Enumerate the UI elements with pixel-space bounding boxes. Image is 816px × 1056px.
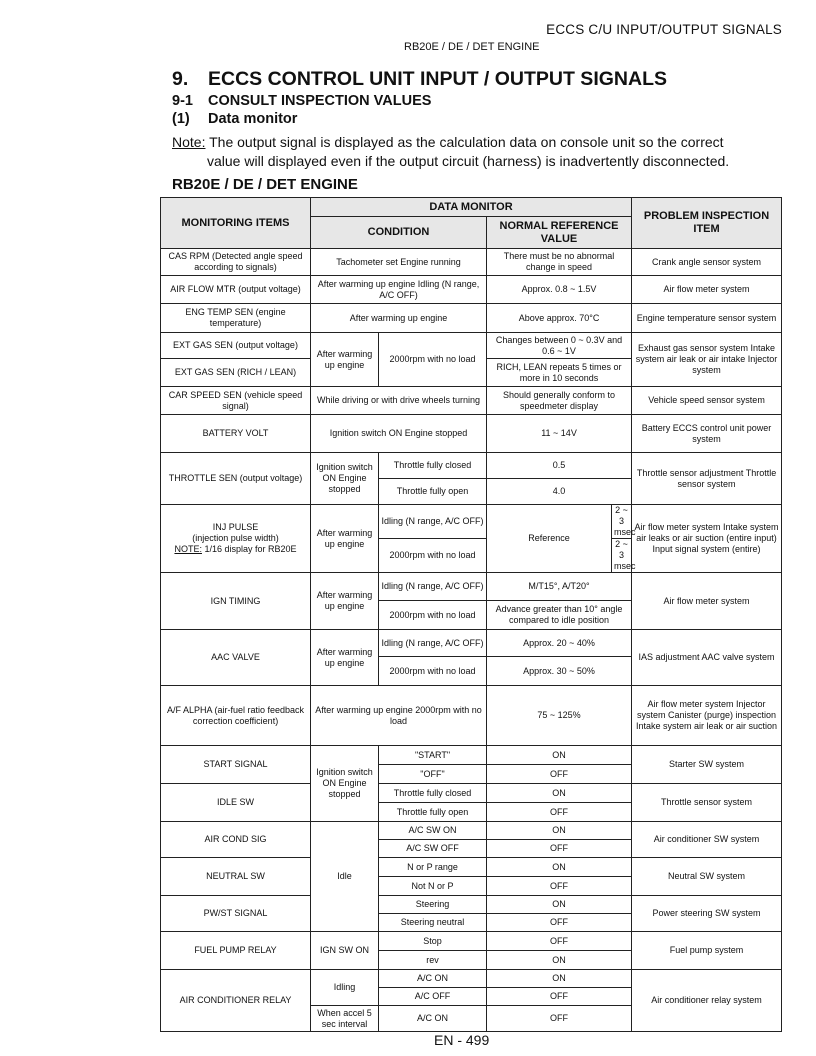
problem-item: Starter SW system [632, 746, 782, 784]
reference-value: ON [487, 746, 632, 765]
problem-item: Throttle sensor adjustment Throttle sensor system [632, 453, 782, 505]
condition: After warming up engine 2000rpm with no load [311, 686, 487, 746]
monitoring-item: ENG TEMP SEN (engine temperature) [161, 304, 311, 333]
condition: 2000rpm with no load [379, 333, 487, 387]
monitoring-item: AIR COND SIG [161, 822, 311, 858]
problem-item: Air flow meter system [632, 573, 782, 630]
reference-value: ON [487, 951, 632, 970]
monitoring-item: EXT GAS SEN (RICH / LEAN) [161, 359, 311, 387]
reference-value: ON [487, 970, 632, 988]
item-heading [172, 111, 297, 127]
monitoring-item: BATTERY VOLT [161, 415, 311, 453]
inj-note-label: NOTE: [174, 544, 202, 554]
condition: Throttle fully open [379, 479, 487, 505]
problem-item: Battery ECCS control unit power system [632, 415, 782, 453]
condition: After warming up engine [311, 630, 379, 686]
reference-value: ON [487, 784, 632, 803]
reference-value: ON [487, 858, 632, 877]
condition: Tachometer set Engine running [311, 249, 487, 276]
condition: Idling (N range, A/C OFF) [379, 630, 487, 657]
condition: Stop [379, 932, 487, 951]
reference-value: M/T15°, A/T20° [487, 573, 632, 601]
inj-item-line-2: (injection pulse width) [192, 533, 279, 543]
reference-label: Reference [487, 505, 612, 573]
monitoring-item [161, 505, 311, 573]
reference-value: 4.0 [487, 479, 632, 505]
problem-item: Air conditioner relay system [632, 970, 782, 1032]
problem-item: Air conditioner SW system [632, 822, 782, 858]
condition: After warming up engine [311, 333, 379, 387]
problem-item: Vehicle speed sensor system [632, 387, 782, 415]
reference-value: Changes between 0 ~ 0.3V and 0.6 ~ 1V [487, 333, 632, 359]
condition: Ignition switch ON Engine stopped [311, 746, 379, 822]
section-number: 9. [172, 68, 189, 90]
condition: "START" [379, 746, 487, 765]
condition: A/C ON [379, 1006, 487, 1032]
data-monitor-table [160, 197, 782, 1032]
condition: Throttle fully closed [379, 784, 487, 803]
reference-value: ON [487, 896, 632, 914]
condition: While driving or with drive wheels turning [311, 387, 487, 415]
reference-value: 11 ~ 14V [487, 415, 632, 453]
problem-item: Crank angle sensor system [632, 249, 782, 276]
reference-value: Above approx. 70°C [487, 304, 632, 333]
monitoring-item: A/F ALPHA (air-fuel ratio feedback correction coefficient) [161, 686, 311, 746]
monitoring-item: NEUTRAL SW [161, 858, 311, 896]
item-number: (1) [172, 111, 190, 127]
reference-value: Approx. 20 ~ 40% [487, 630, 632, 657]
inj-note-text: 1/16 display for RB20E [204, 544, 297, 554]
reference-value: RICH, LEAN repeats 5 times or more in 10 seconds [487, 359, 632, 387]
reference-value: OFF [487, 988, 632, 1006]
subsection-number: 9-1 [172, 93, 193, 109]
header-monitoring-items: MONITORING ITEMS [161, 198, 311, 249]
condition: Throttle fully closed [379, 453, 487, 479]
header-problem-inspection: PROBLEM INSPECTION ITEM [632, 198, 782, 249]
note-line-1: The output signal is displayed as the calculation data on console unit so the correct [209, 134, 724, 150]
header-condition: CONDITION [311, 217, 487, 249]
reference-value: ON [487, 822, 632, 840]
item-title: Data monitor [208, 111, 298, 127]
note-line-2: value will displayed even if the output circuit (harness) is inadvertently disconnected. [207, 153, 730, 169]
condition: A/C SW ON [379, 822, 487, 840]
note [172, 133, 782, 171]
condition: Not N or P [379, 877, 487, 896]
subsection-title: CONSULT INSPECTION VALUES [208, 93, 432, 109]
condition: Throttle fully open [379, 803, 487, 822]
condition: Ignition switch ON Engine stopped [311, 453, 379, 505]
condition: A/C OFF [379, 988, 487, 1006]
reference-value: OFF [487, 840, 632, 858]
monitoring-item: AIR FLOW MTR (output voltage) [161, 276, 311, 304]
problem-item: IAS adjustment AAC valve system [632, 630, 782, 686]
condition: 2000rpm with no load [379, 657, 487, 686]
problem-item: Throttle sensor system [632, 784, 782, 822]
problem-item: Fuel pump system [632, 932, 782, 970]
monitoring-item: EXT GAS SEN (output voltage) [161, 333, 311, 359]
reference-value: There must be no abnormal change in speed [487, 249, 632, 276]
reference-value: Should generally conform to speedmeter display [487, 387, 632, 415]
reference-value: 2 ~ 3 msec [612, 505, 632, 539]
condition: IGN SW ON [311, 932, 379, 970]
note-label: Note: [172, 134, 206, 150]
page-number: EN - 499 [434, 1032, 490, 1048]
condition: "OFF" [379, 765, 487, 784]
reference-value: OFF [487, 1006, 632, 1032]
condition: Idle [311, 822, 379, 932]
reference-value: Approx. 0.8 ~ 1.5V [487, 276, 632, 304]
condition: After warming up engine [311, 573, 379, 630]
inj-item-line-1: INJ PULSE [212, 522, 259, 532]
problem-item: Exhaust gas sensor system Intake system air leak or air intake Injector system [632, 333, 782, 387]
header-normal-reference-value: NORMAL REFERENCE VALUE [487, 217, 632, 249]
condition: N or P range [379, 858, 487, 877]
reference-value: Advance greater than 10° angle compared to idle position [487, 601, 632, 630]
condition: After warming up engine [311, 505, 379, 573]
monitoring-item: AAC VALVE [161, 630, 311, 686]
monitoring-item: START SIGNAL [161, 746, 311, 784]
reference-value: 2 ~ 3 msec [612, 539, 632, 573]
monitoring-item: IDLE SW [161, 784, 311, 822]
problem-item: Engine temperature sensor system [632, 304, 782, 333]
problem-item: Air flow meter system [632, 276, 782, 304]
engine-title: RB20E / DE / DET ENGINE [172, 176, 358, 193]
condition: Steering [379, 896, 487, 914]
inj-item-note [163, 544, 308, 555]
problem-item: Air flow meter system Injector system Canister (purge) inspection Intake system air leak or air suction [632, 686, 782, 746]
reference-value: OFF [487, 932, 632, 951]
section-title: ECCS CONTROL UNIT INPUT / OUTPUT SIGNALS [208, 68, 667, 90]
monitoring-item: IGN TIMING [161, 573, 311, 630]
reference-value: 0.5 [487, 453, 632, 479]
section-heading [172, 68, 667, 91]
monitoring-item: CAR SPEED SEN (vehicle speed signal) [161, 387, 311, 415]
problem-item: Air flow meter system Intake system air leaks or air suction (entire input) Input signal system (entire) [632, 505, 782, 573]
condition: After warming up engine [311, 304, 487, 333]
condition: Ignition switch ON Engine stopped [311, 415, 487, 453]
reference-value: OFF [487, 877, 632, 896]
condition: Idling (N range, A/C OFF) [379, 505, 487, 539]
reference-value: Approx. 30 ~ 50% [487, 657, 632, 686]
condition: Steering neutral [379, 914, 487, 932]
monitoring-item: PW/ST SIGNAL [161, 896, 311, 932]
reference-value: OFF [487, 803, 632, 822]
condition: Idling [311, 970, 379, 1006]
running-header-title: ECCS C/U INPUT/OUTPUT SIGNALS [546, 22, 782, 37]
condition: After warming up engine Idling (N range, A/C OFF) [311, 276, 487, 304]
condition: 2000rpm with no load [379, 601, 487, 630]
problem-item: Power steering SW system [632, 896, 782, 932]
condition: A/C ON [379, 970, 487, 988]
problem-item: Neutral SW system [632, 858, 782, 896]
monitoring-item: THROTTLE SEN (output voltage) [161, 453, 311, 505]
condition: A/C SW OFF [379, 840, 487, 858]
condition: Idling (N range, A/C OFF) [379, 573, 487, 601]
running-header-subtitle: RB20E / DE / DET ENGINE [404, 41, 540, 53]
reference-value: 75 ~ 125% [487, 686, 632, 746]
subsection-heading [172, 93, 431, 109]
monitoring-item: CAS RPM (Detected angle speed according to signals) [161, 249, 311, 276]
monitoring-item: AIR CONDITIONER RELAY [161, 970, 311, 1032]
reference-value: OFF [487, 914, 632, 932]
condition: rev [379, 951, 487, 970]
reference-value: OFF [487, 765, 632, 784]
condition: When accel 5 sec interval [311, 1006, 379, 1032]
header-data-monitor: DATA MONITOR [311, 198, 632, 217]
monitoring-item: FUEL PUMP RELAY [161, 932, 311, 970]
condition: 2000rpm with no load [379, 539, 487, 573]
